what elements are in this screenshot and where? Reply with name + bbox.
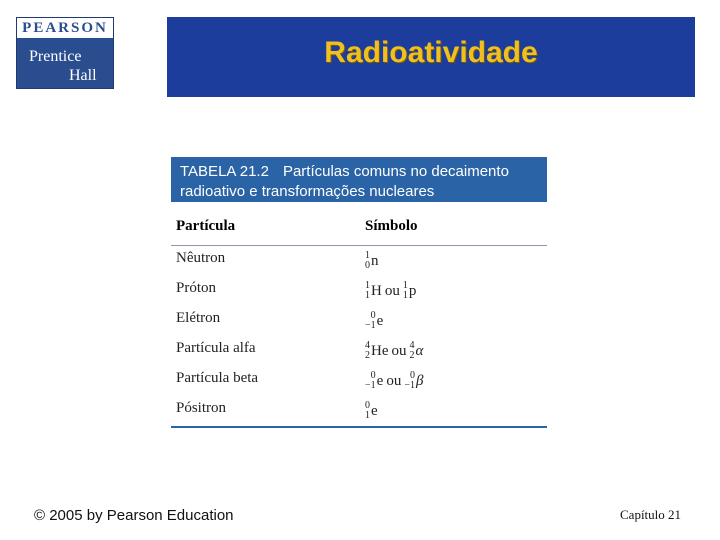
particle-name: Próton bbox=[176, 280, 217, 296]
table-row bbox=[171, 246, 547, 276]
table-header bbox=[171, 215, 547, 246]
nuclide-scripts bbox=[410, 341, 415, 361]
logo-header bbox=[17, 18, 113, 40]
atomic-number: 1 bbox=[365, 410, 370, 421]
table-body bbox=[171, 246, 547, 428]
nuclide-scripts bbox=[365, 371, 376, 391]
atomic-number: 2 bbox=[365, 350, 370, 361]
mass-number: 0 bbox=[370, 370, 376, 381]
particle-name: Partícula beta bbox=[176, 370, 259, 386]
header-particle: Partícula bbox=[176, 218, 236, 234]
table-row bbox=[171, 396, 547, 428]
mass-number: 0 bbox=[365, 400, 370, 411]
table-caption-text: Partículas comuns no decaimento radioativo e transformações nucleares bbox=[180, 163, 509, 200]
logo-line1: Prentice bbox=[29, 48, 82, 65]
table-caption-number: TABELA 21.2 bbox=[180, 163, 269, 180]
atomic-number: −1 bbox=[365, 320, 376, 331]
particle-symbol bbox=[365, 276, 416, 306]
mass-number: 4 bbox=[409, 340, 415, 351]
table-caption bbox=[171, 157, 547, 202]
nuclide-scripts bbox=[365, 311, 376, 331]
mass-number: 4 bbox=[365, 340, 370, 351]
nuclide-scripts bbox=[365, 401, 370, 421]
element-symbol: e bbox=[376, 312, 384, 329]
element-symbol: e bbox=[371, 402, 378, 419]
particle-symbol bbox=[365, 306, 383, 336]
table-row bbox=[171, 336, 547, 366]
nuclide-scripts bbox=[365, 341, 370, 361]
nuclide-symbol bbox=[365, 251, 379, 271]
element-symbol: α bbox=[415, 342, 424, 359]
table-row bbox=[171, 276, 547, 306]
particle-symbol bbox=[365, 396, 378, 426]
particle-name: Pósitron bbox=[176, 400, 227, 416]
particle-symbol bbox=[365, 366, 423, 396]
mass-number: 0 bbox=[370, 310, 376, 321]
particle-name: Nêutron bbox=[176, 250, 226, 266]
table-row bbox=[171, 306, 547, 336]
or-word: ou bbox=[384, 282, 400, 299]
mass-number: 1 bbox=[365, 250, 370, 261]
or-word: ou bbox=[391, 342, 407, 359]
particle-name: Partícula alfa bbox=[176, 340, 256, 356]
nuclide-symbol bbox=[365, 401, 378, 421]
particle-name: Elétron bbox=[176, 310, 221, 326]
element-symbol: e bbox=[376, 372, 384, 389]
nuclide-scripts bbox=[365, 251, 370, 271]
logo-brand: PEARSON bbox=[22, 19, 108, 36]
element-symbol: He bbox=[371, 342, 389, 359]
atomic-number: 2 bbox=[409, 350, 415, 361]
atomic-number: 1 bbox=[365, 290, 370, 301]
table-row bbox=[171, 366, 547, 396]
logo-line2: Hall bbox=[69, 67, 97, 84]
nuclide-symbol bbox=[410, 341, 424, 361]
nuclide-symbol bbox=[403, 281, 417, 301]
nuclide-symbol bbox=[365, 311, 383, 331]
atomic-number: 0 bbox=[365, 260, 370, 271]
pearson-prentice-hall-logo bbox=[16, 17, 114, 89]
nuclide-scripts bbox=[404, 371, 415, 391]
particle-symbol bbox=[365, 246, 379, 276]
mass-number: 1 bbox=[365, 280, 370, 291]
atomic-number: −1 bbox=[404, 380, 415, 391]
atomic-number: 1 bbox=[402, 290, 408, 301]
element-symbol: p bbox=[408, 282, 417, 299]
nuclide-symbol bbox=[365, 371, 383, 391]
element-symbol: β bbox=[415, 372, 424, 389]
element-symbol: n bbox=[371, 252, 379, 269]
slide-title: Radioatividade bbox=[324, 36, 538, 69]
or-word: ou bbox=[386, 372, 402, 389]
element-symbol: H bbox=[371, 282, 382, 299]
atomic-number: −1 bbox=[365, 380, 376, 391]
title-banner bbox=[167, 17, 695, 97]
nuclide-symbol bbox=[404, 371, 423, 391]
mass-number: 1 bbox=[402, 280, 408, 291]
nuclide-scripts bbox=[403, 281, 408, 301]
mass-number: 0 bbox=[409, 370, 415, 381]
nuclide-scripts bbox=[365, 281, 370, 301]
chapter-label: Capítulo 21 bbox=[620, 507, 682, 522]
nuclide-symbol bbox=[365, 341, 389, 361]
nuclide-symbol bbox=[365, 281, 382, 301]
particles-table bbox=[171, 157, 547, 428]
particle-symbol bbox=[365, 336, 423, 366]
copyright-footer: © 2005 by Pearson Education bbox=[34, 507, 234, 524]
header-symbol: Símbolo bbox=[365, 218, 418, 234]
